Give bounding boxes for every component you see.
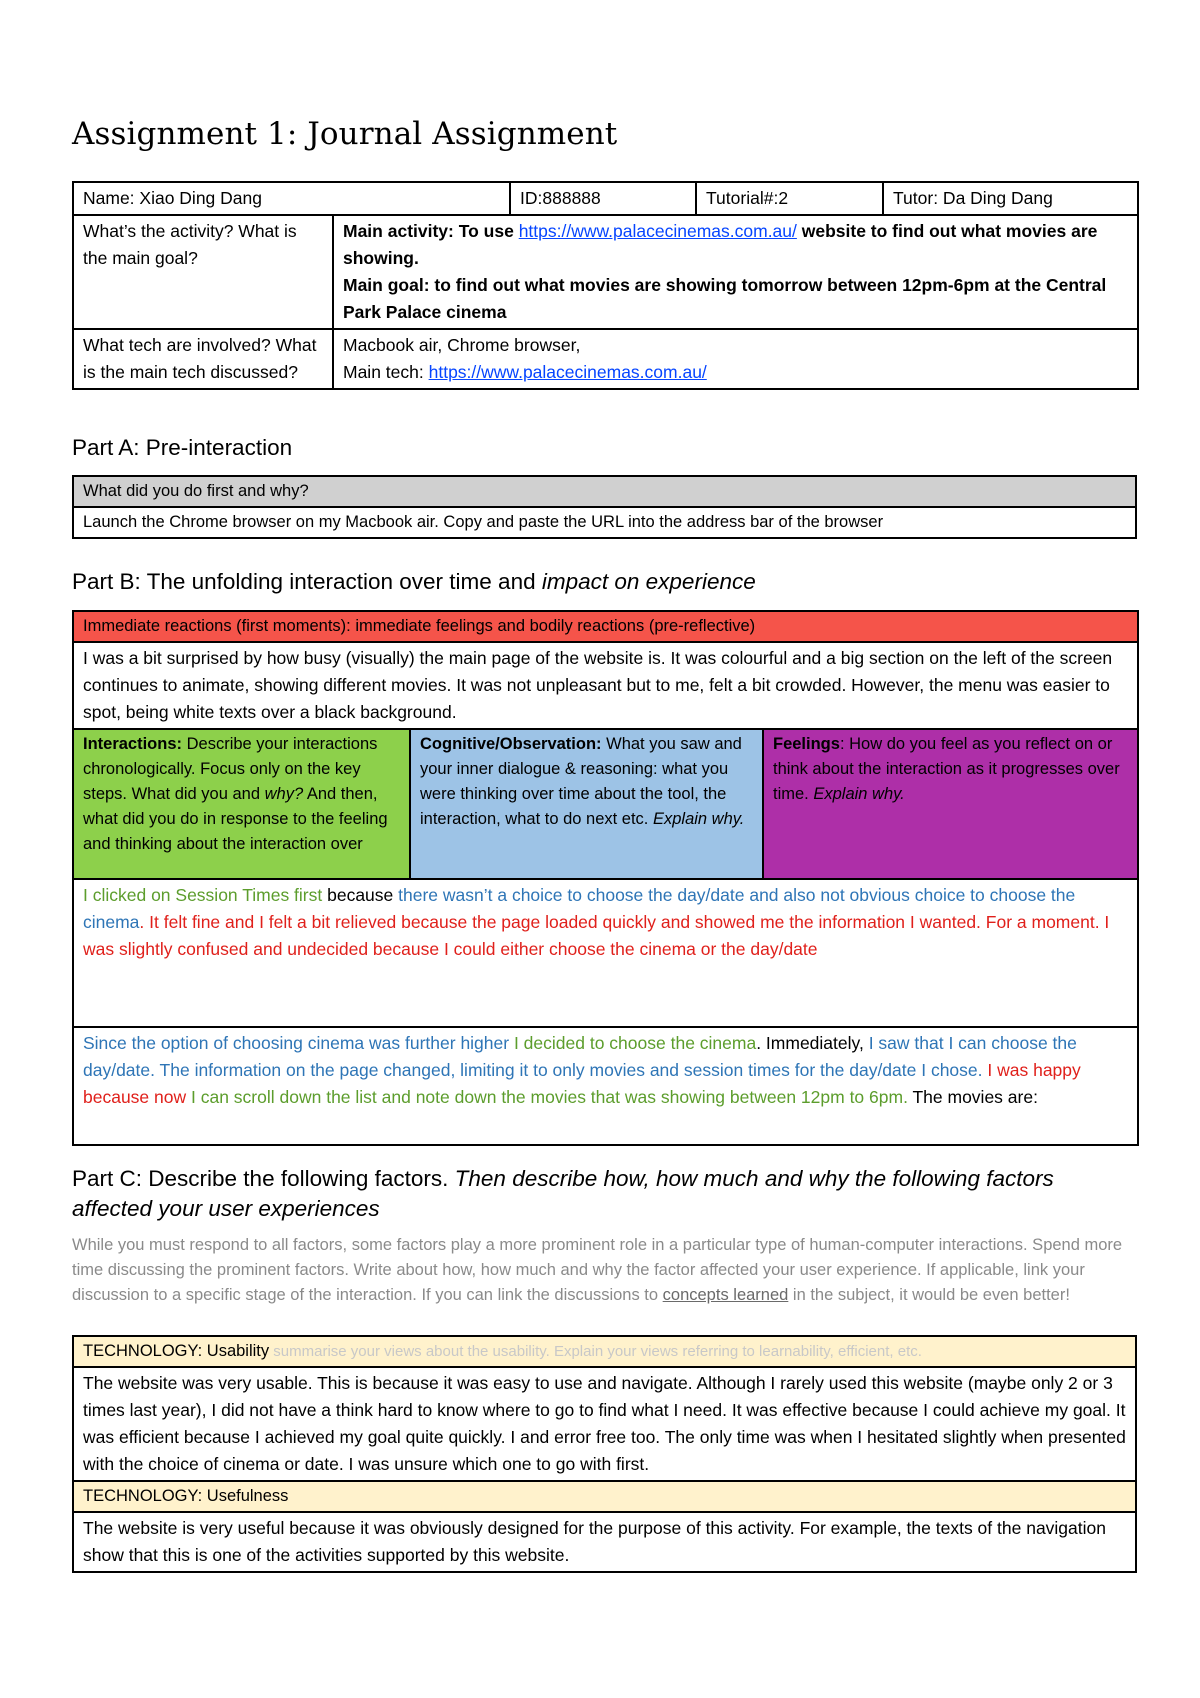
- activity-question: What’s the activity? What is the main goal?: [73, 215, 333, 329]
- entry1-because: because: [322, 885, 399, 905]
- usefulness-text: The website is very useful because it was obviously designed for the purpose of this activity. For example, the texts of the navigation show that this is one of the activities supported by this website.: [73, 1512, 1136, 1572]
- main-goal-text: to find out what movies are showing tomorrow between 12pm-6pm at the Central Park Palace cinema: [343, 275, 1107, 322]
- part-b-heading-text: Part B: The unfolding interaction over time and: [72, 569, 542, 594]
- entry2-action: I decided to choose the cinema: [509, 1033, 757, 1053]
- part-c-heading-text: Part C: Describe the following factors.: [72, 1166, 455, 1191]
- part-c-heading: [72, 1164, 1137, 1224]
- student-id: ID:888888: [510, 182, 696, 215]
- entry2-observation-2: I saw that I can choose the day/date. The information on the page changed, limiting it to only movies and session times for the day/date I chose.: [83, 1033, 1077, 1080]
- tech-answer: [333, 329, 1138, 389]
- usability-text: The website was very usable. This is because it was easy to use and navigate. Although I rarely used this website (maybe only 2 or 3 times last year), I did not have a think hard to know where to go to find what I need. It was effective because I could achieve my goal. It was efficient because I achieved my goal quite quickly. I and error free too. The only time was when I hesitated slightly when presented with the choice of cinema or date. I was unsure which one to go with first.: [73, 1367, 1136, 1481]
- tech-line: Macbook air, Chrome browser,: [343, 335, 581, 355]
- interactions-label: Interactions:: [83, 735, 183, 753]
- cognitive-why: Explain why.: [652, 810, 745, 828]
- part-c-intro: [72, 1233, 1137, 1308]
- interactions-text: Describe your interactions chronologically. Focus only on the key steps. What did you and: [83, 735, 378, 803]
- concepts-learned-link[interactable]: concepts learned: [662, 1286, 789, 1304]
- part-c-table: [72, 1335, 1137, 1573]
- entry2-action-2: I can scroll down the list and note down the movies that was showing between 12pm to 6pm.: [186, 1087, 908, 1107]
- tech-question: What tech are involved? What is the main tech discussed?: [73, 329, 333, 389]
- tutorial-number: Tutorial#:2: [696, 182, 883, 215]
- student-name: Name: Xiao Ding Dang: [73, 182, 510, 215]
- part-a-table: [72, 475, 1137, 539]
- immediate-reactions-text: I was a bit surprised by how busy (visually) the main page of the website is. It was colourful and a big section on the left of the screen continues to animate, showing different movies. It was not unpleasant but to me, felt a bit crowded. However, the menu was easier to spot, being white texts over a black background.: [73, 642, 1138, 729]
- main-goal-label: Main goal:: [343, 275, 430, 295]
- interactions-why: why?: [264, 785, 304, 803]
- part-c-intro-end: in the subject, it would be even better!: [788, 1286, 1070, 1304]
- palace-url-link[interactable]: https://www.palacecinemas.com.au/: [518, 221, 797, 241]
- page-title: Assignment 1: Journal Assignment: [72, 116, 618, 152]
- usability-header: [73, 1336, 1136, 1367]
- part-c-intro-text: While you must respond to all factors, some factors play a more prominent role in a particular type of human-computer interactions. Spend more time discussing the prominent factors. Write about how, how much and why the factor affected your user experience. If applicable, link your discussion to a specific stage of the interaction. If you can link the discussions to: [72, 1236, 1123, 1304]
- journal-entry-2: [73, 1027, 1138, 1145]
- entry1-action: I clicked on Session Times first: [83, 885, 323, 905]
- part-b-table: [72, 610, 1139, 1146]
- main-activity-post: website to find out what movies are showing.: [343, 221, 1098, 268]
- activity-answer: [333, 215, 1138, 329]
- cognitive-label: Cognitive/Observation:: [420, 735, 602, 753]
- entry2-immediately: . Immediately,: [756, 1033, 864, 1053]
- part-b-heading-italic: impact on experience: [541, 569, 756, 594]
- main-tech-label: Main tech:: [343, 362, 429, 382]
- main-activity-pre: To use: [453, 221, 519, 241]
- entry1-feeling: . It felt fine and I felt a bit relieved because the page loaded quickly and showed me the information I wanted. For a moment. I was slightly confused and undecided because I could either choose the cinema or the day/date: [83, 912, 1110, 959]
- interactions-text-2: And then, what did you do in response to the feeling and thinking about the interaction over: [83, 785, 388, 853]
- usability-hint: summarise your views about the usability. Explain your views referring to learnability, efficient, etc.: [269, 1343, 922, 1360]
- entry1-observation: there wasn’t a choice to choose the day/date and also not obvious choice to choose the cinema: [83, 885, 1076, 932]
- part-a-answer: Launch the Chrome browser on my Macbook air. Copy and paste the URL into the address bar of the browser: [73, 507, 1136, 538]
- feelings-why: Explain why.: [813, 785, 905, 803]
- cognitive-prompt: [410, 729, 763, 879]
- part-a-question: What did you do first and why?: [73, 476, 1136, 507]
- part-c-heading-italic: Then describe how, how much and why the following factors affected your user experiences: [72, 1166, 1054, 1221]
- feelings-prompt: [763, 729, 1138, 879]
- cognitive-text: What you saw and your inner dialogue & reasoning: what you were thinking over time about the tool, the interaction, what to do next etc.: [420, 735, 742, 828]
- feelings-label: Feelings: [773, 735, 840, 753]
- feelings-text: : How do you feel as you reflect on or think about the interaction as it progresses over time.: [773, 735, 1120, 803]
- main-activity-label: Main activity:: [343, 221, 454, 241]
- part-a-heading: Part A: Pre-interaction: [72, 435, 293, 460]
- tutor-name: Tutor: Da Ding Dang: [883, 182, 1138, 215]
- entry2-feeling: I was happy because now: [83, 1060, 1081, 1107]
- entry2-observation: Since the option of choosing cinema was further higher: [83, 1033, 510, 1053]
- usability-label: TECHNOLOGY: Usability: [83, 1342, 270, 1360]
- immediate-reactions-header: Immediate reactions (first moments): immediate feelings and bodily reactions (pre-reflective): [73, 611, 1138, 642]
- journal-entry-1: [73, 879, 1138, 1027]
- interactions-prompt: [73, 729, 410, 879]
- entry2-movies: The movies are:: [907, 1087, 1038, 1107]
- part-b-heading: [72, 567, 756, 597]
- info-table: [72, 181, 1139, 390]
- main-tech-link[interactable]: https://www.palacecinemas.com.au/: [428, 362, 707, 382]
- usefulness-header: TECHNOLOGY: Usefulness: [73, 1481, 1136, 1512]
